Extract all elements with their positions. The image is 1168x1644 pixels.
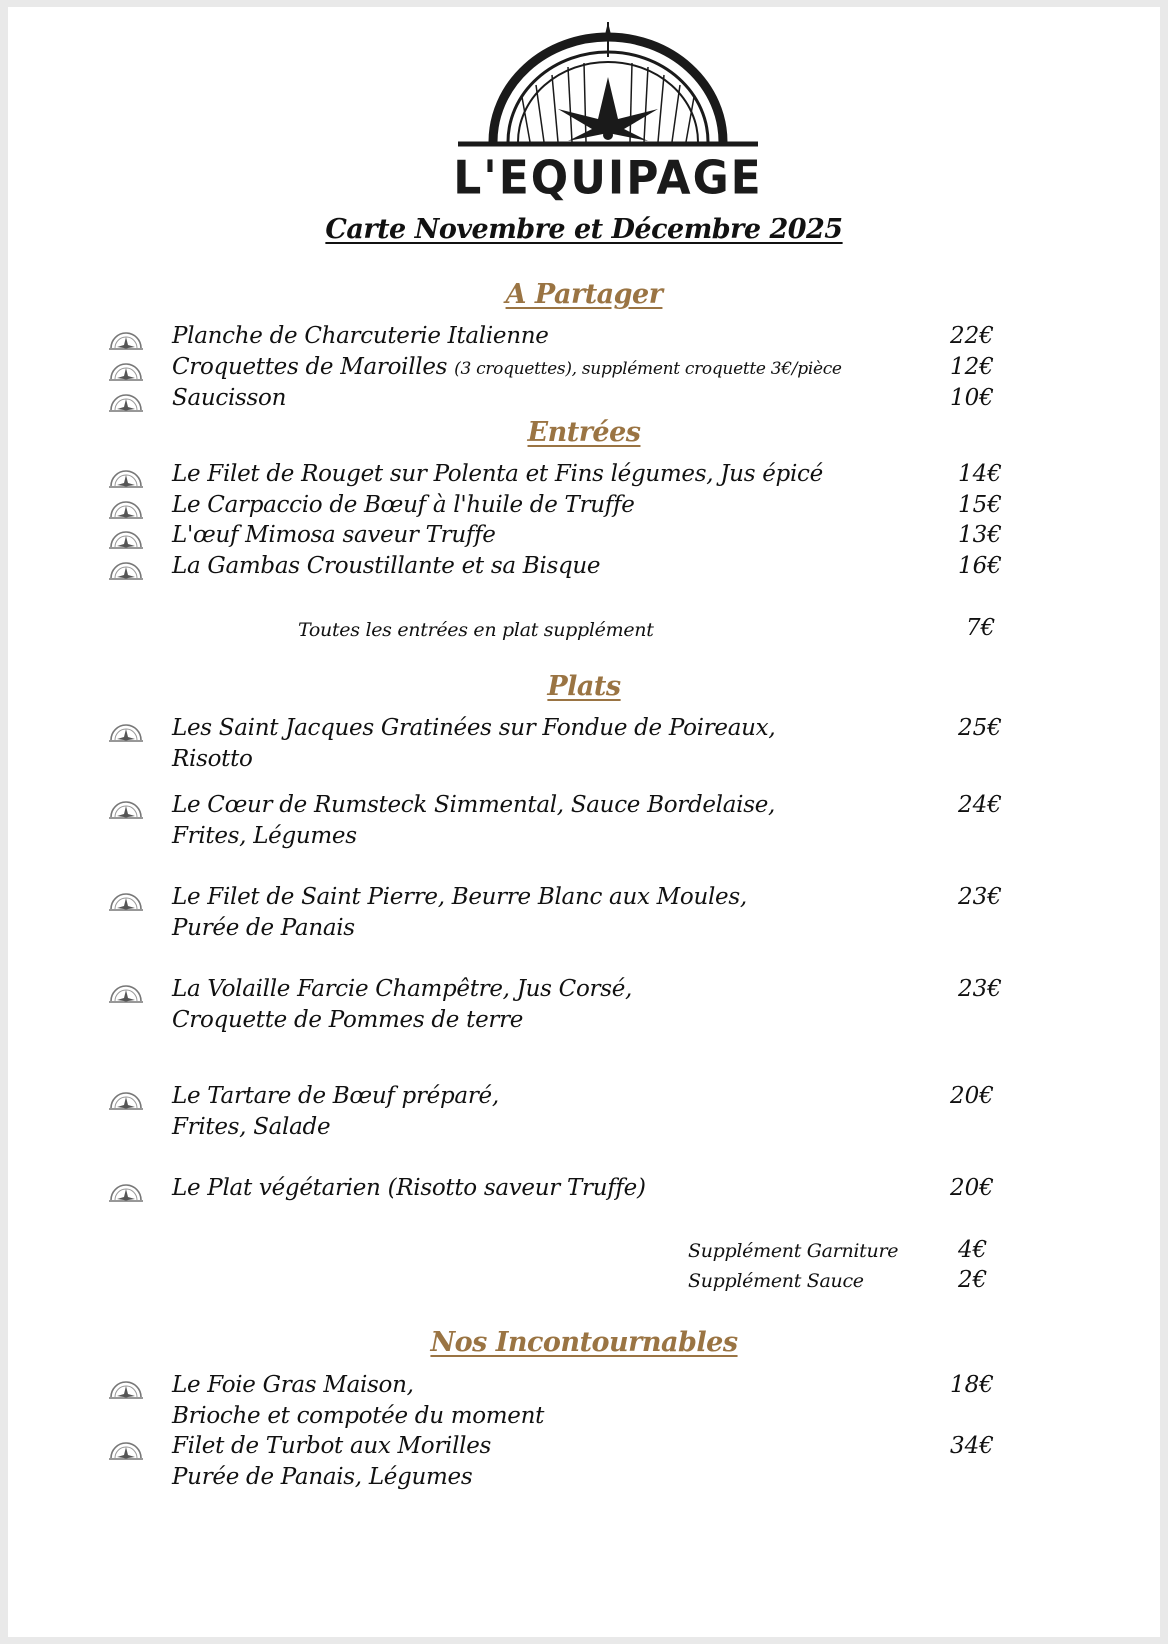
menu-item	[8, 884, 1160, 941]
compass-bullet-icon	[108, 1089, 144, 1111]
item-price: 14€	[958, 461, 1002, 487]
supplement-garniture-label: Supplément Garniture	[688, 1240, 899, 1262]
item-name-line2: Risotto	[172, 746, 253, 772]
item-name-line2: Frites, Salade	[172, 1114, 331, 1140]
entrees-supplement-price: 7€	[966, 615, 996, 641]
section-title-partager: A Partager	[505, 279, 663, 310]
menu-title: Carte Novembre et Décembre 2025	[325, 214, 843, 245]
item-name-line2: Purée de Panais, Légumes	[172, 1464, 473, 1490]
item-price: 16€	[958, 553, 1002, 579]
compass-bullet-icon	[108, 1439, 144, 1461]
item-price: 22€	[950, 323, 994, 349]
compass-bullet-icon	[108, 1378, 144, 1400]
item-name-line2: Frites, Légumes	[172, 823, 357, 849]
item-name: Le Carpaccio de Bœuf à l'huile de Truffe	[172, 492, 635, 518]
compass-bullet-icon	[108, 1181, 144, 1203]
compass-bullet-icon	[108, 467, 144, 489]
item-name: Les Saint Jacques Gratinées sur Fondue de Poireaux,	[172, 715, 776, 741]
compass-bullet-icon	[108, 798, 144, 820]
item-name: La Gambas Croustillante et sa Bisque	[172, 553, 601, 579]
menu-item	[8, 323, 1160, 357]
section-title-entrees: Entrées	[527, 417, 641, 448]
menu-item	[8, 492, 1160, 526]
item-name: Saucisson	[172, 385, 287, 411]
item-name: Le Foie Gras Maison,	[172, 1372, 414, 1398]
menu-item	[8, 1433, 1160, 1490]
supplement-sauce-label: Supplément Sauce	[688, 1270, 864, 1292]
compass-bullet-icon	[108, 498, 144, 520]
item-name: Filet de Turbot aux Morilles	[172, 1433, 492, 1459]
menu-item	[8, 1083, 1160, 1140]
compass-rose-icon	[448, 17, 768, 157]
item-name: La Volaille Farcie Champêtre, Jus Corsé,	[172, 976, 633, 1002]
item-name: Le Filet de Saint Pierre, Beurre Blanc aux Moules,	[172, 884, 747, 910]
supplement-garniture-price: 4€	[958, 1237, 988, 1263]
item-name-line2: Purée de Panais	[172, 915, 355, 941]
menu-item	[8, 976, 1160, 1033]
menu-page	[8, 7, 1160, 1637]
item-price: 10€	[950, 385, 994, 411]
item-price: 18€	[950, 1372, 994, 1398]
item-name-line2: Brioche et compotée du moment	[172, 1403, 545, 1429]
menu-item	[8, 354, 1160, 388]
item-price: 20€	[950, 1175, 994, 1201]
item-name: L'œuf Mimosa saveur Truffe	[172, 522, 496, 548]
compass-bullet-icon	[108, 360, 144, 382]
menu-item	[8, 461, 1160, 495]
menu-item	[8, 792, 1160, 849]
logo	[448, 17, 768, 207]
supplement-sauce-price: 2€	[958, 1267, 988, 1293]
menu-item	[8, 385, 1160, 419]
compass-bullet-icon	[108, 982, 144, 1004]
compass-bullet-icon	[108, 329, 144, 351]
item-price: 24€	[958, 792, 1002, 818]
compass-bullet-icon	[108, 559, 144, 581]
item-name: Le Plat végétarien (Risotto saveur Truffe)	[172, 1175, 646, 1201]
menu-item	[8, 553, 1160, 587]
item-name: Croquettes de Maroilles	[172, 354, 455, 380]
item-price: 25€	[958, 715, 1002, 741]
item-price: 15€	[958, 492, 1002, 518]
item-name: Planche de Charcuterie Italienne	[172, 323, 549, 349]
item-price: 12€	[950, 354, 994, 380]
compass-bullet-icon	[108, 721, 144, 743]
item-name: Le Cœur de Rumsteck Simmental, Sauce Bordelaise,	[172, 792, 776, 818]
item-name: Le Tartare de Bœuf préparé,	[172, 1083, 499, 1109]
menu-item	[8, 1175, 1160, 1209]
item-price: 34€	[950, 1433, 994, 1459]
item-name: Le Filet de Rouget sur Polenta et Fins légumes, Jus épicé	[172, 461, 823, 487]
compass-bullet-icon	[108, 391, 144, 413]
compass-bullet-icon	[108, 528, 144, 550]
item-price: 23€	[958, 884, 1002, 910]
entrees-supplement-label: Toutes les entrées en plat supplément	[298, 619, 654, 641]
menu-item	[8, 715, 1160, 772]
compass-bullet-icon	[108, 890, 144, 912]
item-name-line2: Croquette de Pommes de terre	[172, 1007, 524, 1033]
logo-text: L'EQUIPAGE	[453, 151, 763, 206]
item-price: 23€	[958, 976, 1002, 1002]
menu-item	[8, 522, 1160, 556]
item-price: 13€	[958, 522, 1002, 548]
item-price: 20€	[950, 1083, 994, 1109]
section-title-plats: Plats	[547, 671, 621, 702]
item-note: (3 croquettes), supplément croquette 3€/pièce	[454, 359, 842, 379]
section-title-incontournables: Nos Incontournables	[430, 1327, 738, 1358]
menu-item	[8, 1372, 1160, 1429]
